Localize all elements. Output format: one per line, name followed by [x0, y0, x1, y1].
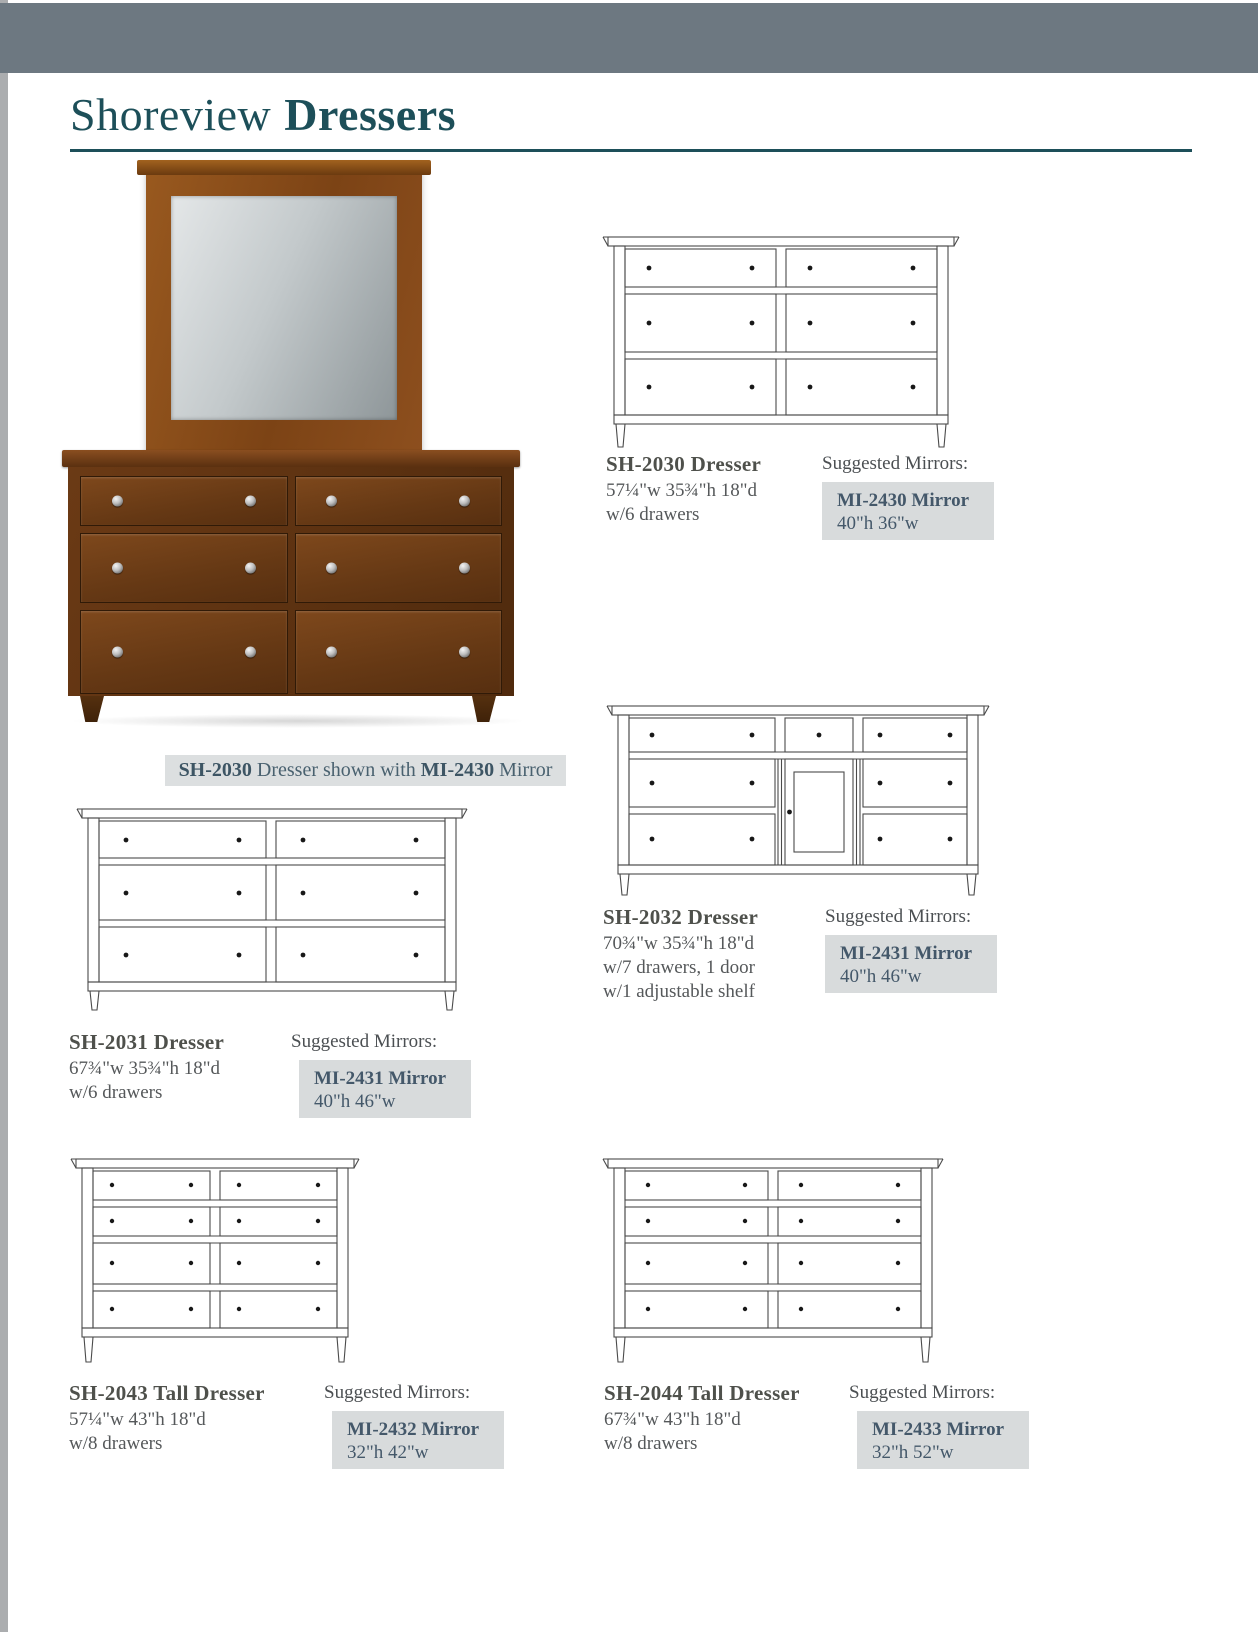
product-dimensions: 70¾"w 35¾"h 18"d: [603, 933, 754, 954]
drawer-knob: [326, 496, 337, 507]
product-sh2043: [69, 1381, 265, 1456]
product-name: SH-2030 Dresser: [606, 452, 762, 476]
drawer-front: [295, 476, 503, 526]
mirror-dimensions: 40"h 36"w: [837, 513, 919, 534]
suggested-mirrors-sh2043: [324, 1382, 504, 1469]
drawer-knob: [245, 647, 256, 658]
drawer-knob: [459, 496, 470, 507]
drawer-knob: [112, 647, 123, 658]
mirror-name: MI-2431 Mirror: [314, 1068, 447, 1089]
suggested-mirrors-label: Suggested Mirrors:: [822, 453, 969, 474]
mirror-glass: [171, 196, 397, 420]
product-dimensions: 67¾"w 43"h 18"d: [604, 1409, 741, 1430]
page-title: [70, 88, 456, 141]
drawer-knob: [245, 496, 256, 507]
product-name: SH-2031 Dresser: [69, 1030, 225, 1054]
caption-dresser-id: SH-2030: [178, 759, 252, 781]
product-dimensions: 67¾"w 35¾"h 18"d: [69, 1058, 220, 1079]
mirror-dimensions: 32"h 52"w: [872, 1442, 954, 1463]
mirror-crown: [137, 160, 431, 175]
drawer-front: [295, 533, 503, 603]
product-name: SH-2044 Tall Dresser: [604, 1381, 800, 1405]
caption-text: Dresser shown with: [251, 759, 421, 781]
mirror-name: MI-2432 Mirror: [347, 1419, 480, 1440]
drawer-front: [295, 610, 503, 694]
page-edge: [0, 0, 8, 1632]
product-name: SH-2043 Tall Dresser: [69, 1381, 265, 1405]
mirror-name: MI-2431 Mirror: [840, 943, 973, 964]
product-dimensions: 57¼"w 35¾"h 18"d: [606, 480, 757, 501]
title-category: Dressers: [284, 89, 457, 140]
mirror-name: MI-2433 Mirror: [872, 1419, 1005, 1440]
product-feature: w/6 drawers: [69, 1082, 163, 1103]
mirror-dimensions: 32"h 42"w: [347, 1442, 429, 1463]
suggested-mirrors-sh2030: [822, 453, 994, 540]
suggested-mirrors-label: Suggested Mirrors:: [324, 1382, 471, 1403]
suggested-mirrors-sh2031: [291, 1031, 471, 1118]
mirror-dimensions: 40"h 46"w: [840, 966, 922, 987]
product-feature: w/7 drawers, 1 door: [603, 957, 755, 978]
dresser-photo: [68, 467, 514, 696]
drawer-front: [80, 476, 288, 526]
mirror-box: [825, 935, 997, 993]
sh-2032-line-drawing: [604, 695, 992, 903]
product-name: SH-2032 Dresser: [603, 905, 759, 929]
drawer-front: [80, 533, 288, 603]
sh-2043-line-drawing: [68, 1148, 362, 1366]
drawer-knob: [245, 563, 256, 574]
suggested-mirrors-label: Suggested Mirrors:: [825, 906, 972, 927]
suggested-mirrors-label: Suggested Mirrors:: [291, 1031, 438, 1052]
product-feature: w/1 adjustable shelf: [603, 981, 755, 1002]
mirror-photo: [146, 164, 422, 454]
product-dimensions: 57¼"w 43"h 18"d: [69, 1409, 206, 1430]
header-bar: [0, 3, 1258, 73]
hero-caption: [165, 755, 566, 786]
drawer-knob: [459, 563, 470, 574]
mirror-box: [332, 1411, 504, 1469]
mirror-box: [822, 482, 994, 540]
caption-text: Mirror: [494, 759, 553, 781]
drawer-front: [80, 610, 288, 694]
product-feature: w/8 drawers: [69, 1433, 163, 1454]
suggested-mirrors-label: Suggested Mirrors:: [849, 1382, 996, 1403]
drawer-knob: [326, 563, 337, 574]
mirror-name: MI-2430 Mirror: [837, 490, 970, 511]
sh-2030-line-drawing: [600, 226, 962, 450]
sh-2031-line-drawing: [74, 798, 470, 1012]
drawer-knob: [112, 563, 123, 574]
floor-shadow: [68, 714, 528, 728]
suggested-mirrors-sh2044: [849, 1382, 1029, 1469]
product-sh2030: [606, 452, 761, 527]
suggested-mirrors-sh2032: [825, 906, 997, 993]
product-feature: w/6 drawers: [606, 504, 700, 525]
mirror-box: [857, 1411, 1029, 1469]
title-collection: Shoreview: [70, 89, 272, 140]
title-rule: [70, 149, 1192, 152]
sh-2044-line-drawing: [600, 1148, 946, 1366]
drawer-knob: [326, 647, 337, 658]
product-sh2031: [69, 1030, 224, 1105]
dresser-top: [62, 450, 520, 467]
product-sh2044: [604, 1381, 800, 1456]
caption-mirror-id: MI-2430: [420, 759, 495, 781]
hero-photo: [62, 158, 562, 762]
mirror-box: [299, 1060, 471, 1118]
mirror-dimensions: 40"h 46"w: [314, 1091, 396, 1112]
drawer-knob: [459, 647, 470, 658]
drawer-knob: [112, 496, 123, 507]
product-feature: w/8 drawers: [604, 1433, 698, 1454]
product-sh2032: [603, 905, 758, 1004]
